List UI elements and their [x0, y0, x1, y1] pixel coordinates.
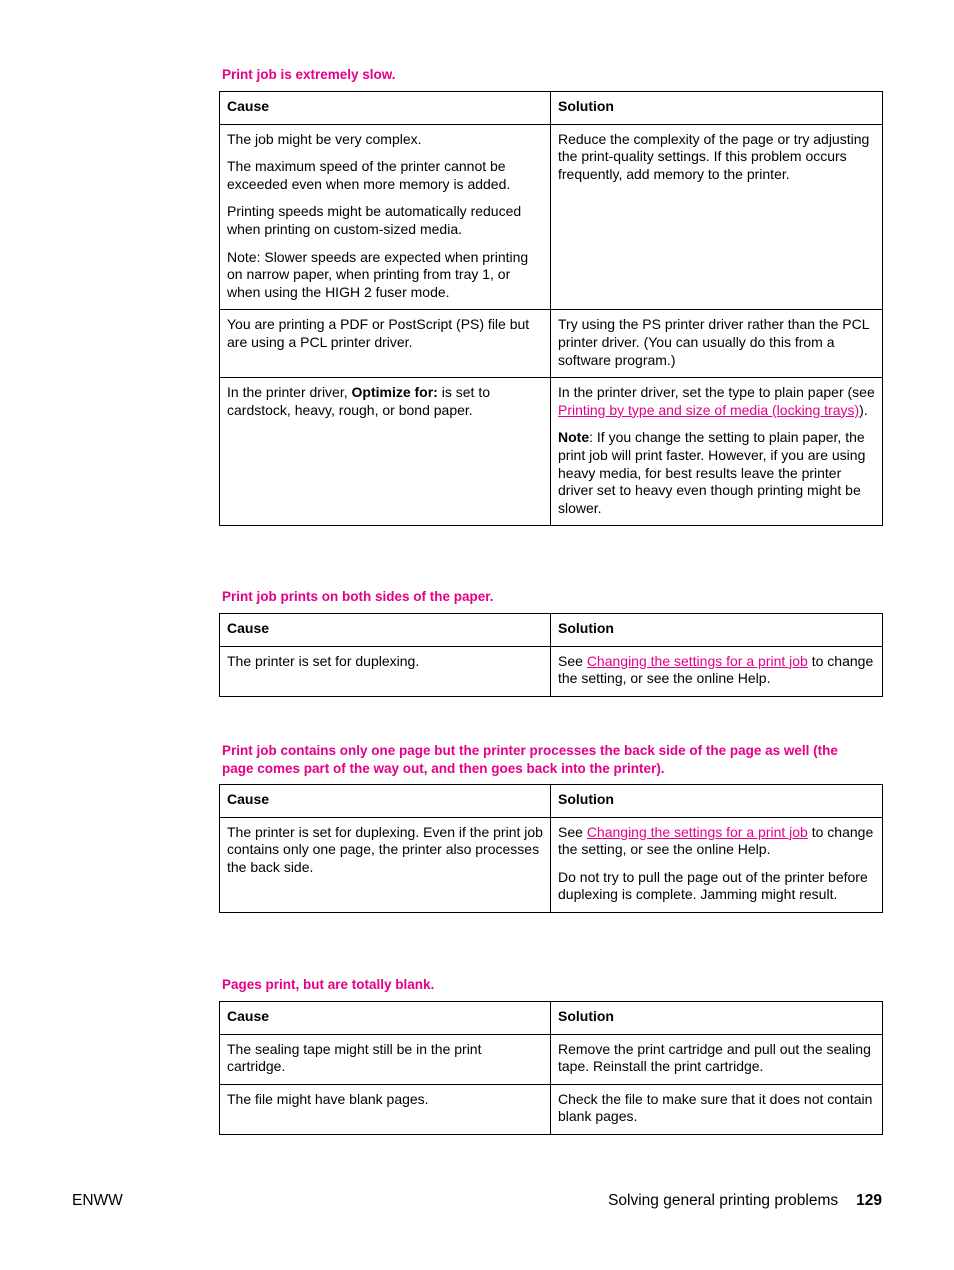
note-text — [558, 429, 875, 517]
solution-text: Check the file to make sure that it does not contain blank pages. — [558, 1090, 873, 1125]
column-header-cause: Cause — [220, 1002, 551, 1035]
column-header-cause: Cause — [220, 614, 551, 647]
cause-text: The printer is set for duplexing. Even if the print job contains only one page, the printer also processes the back side. — [227, 823, 543, 875]
solution-text: Do not try to pull the page out of the printer before duplexing is complete. Jamming might result. — [558, 868, 868, 903]
table-header-row — [220, 92, 883, 125]
solution-text: Try using the PS printer driver rather than the PCL printer driver. (You can usually do this from a software program.) — [558, 316, 869, 368]
solution-text-post: ). — [859, 401, 868, 418]
cause-cell — [220, 1084, 551, 1134]
cause-cell — [220, 310, 551, 378]
solution-text-pre: In the printer driver, set the type to plain paper (see — [558, 384, 875, 401]
cause-text-pre: In the printer driver, — [227, 384, 352, 401]
cause-text: The sealing tape might still be in the print cartridge. — [227, 1040, 482, 1075]
section-heading-blank-pages: Pages print, but are totally blank. — [222, 977, 435, 992]
column-header-solution: Solution — [551, 614, 883, 647]
cause-text: Note: Slower speeds are expected when printing on narrow paper, when printing from tray 1, or when using the HIGH 2 fuser mode. — [227, 248, 529, 300]
table-row — [220, 124, 883, 310]
column-header-cause: Cause — [220, 92, 551, 125]
slow-print-table — [219, 91, 883, 526]
blank-pages-table — [219, 1001, 883, 1135]
solution-cell — [551, 817, 883, 912]
solution-text-post: to change the setting, or see the online Help. — [558, 652, 874, 687]
cause-text: The job might be very complex. — [227, 130, 422, 147]
printing-by-type-link[interactable]: Printing by type and size of media (locking trays) — [558, 401, 860, 418]
footer-section — [608, 1192, 882, 1210]
solution-cell — [551, 124, 883, 310]
solution-cell — [551, 378, 883, 526]
table-row — [220, 817, 883, 912]
solution-text — [558, 824, 875, 859]
section-heading-both-sides: Print job prints on both sides of the paper. — [222, 589, 494, 604]
column-header-solution: Solution — [551, 92, 883, 125]
table-row — [220, 1084, 883, 1134]
solution-text — [558, 653, 875, 688]
cause-cell — [220, 124, 551, 310]
table-header-row — [220, 785, 883, 818]
column-header-cause: Cause — [220, 785, 551, 818]
cause-text: Printing speeds might be automatically reduced when printing on custom-sized media. — [227, 203, 522, 237]
section-heading-slow: Print job is extremely slow. — [222, 67, 396, 82]
cause-cell — [220, 817, 551, 912]
cause-text: The file might have blank pages. — [227, 1090, 429, 1107]
solution-cell — [551, 1034, 883, 1084]
table-row — [220, 310, 883, 378]
one-page-table — [219, 784, 883, 913]
footer-section-title: Solving general printing problems — [608, 1192, 839, 1209]
optimize-for-label: Optimize for: — [351, 384, 438, 401]
solution-cell — [551, 646, 883, 696]
solution-text: Remove the print cartridge and pull out the sealing tape. Reinstall the print cartridge. — [558, 1040, 871, 1075]
cause-cell — [220, 646, 551, 696]
section-heading-one-page: Print job contains only one page but the printer processes the back side of the page as well (the page comes part of the way out, and then goes back into the printer). — [222, 743, 838, 776]
table-row — [220, 378, 883, 526]
changing-settings-link[interactable]: Changing the settings for a print job — [586, 652, 808, 669]
footer-label: ENWW — [72, 1192, 123, 1209]
page-number: 129 — [856, 1192, 882, 1209]
solution-cell — [551, 310, 883, 378]
solution-cell — [551, 1084, 883, 1134]
note-body: : If you change the setting to plain paper, the print job will print faster. However, if you are using heavy media, for best results leave the printer driver set to heavy even though printing might be slower. — [558, 429, 866, 516]
solution-text — [558, 384, 875, 419]
cause-text: The maximum speed of the printer cannot be exceeded even when more memory is added. — [227, 158, 511, 192]
cause-text: You are printing a PDF or PostScript (PS) file but are using a PCL printer driver. — [227, 316, 530, 350]
table-row — [220, 1034, 883, 1084]
table-row — [220, 646, 883, 696]
solution-text: Reduce the complexity of the page or try adjusting the print-quality settings. If this problem occurs frequently, add memory to the printer. — [558, 130, 870, 182]
solution-text-post: to change the setting, or see the online Help. — [558, 823, 874, 858]
cause-text: The printer is set for duplexing. — [227, 652, 420, 669]
column-header-solution: Solution — [551, 1002, 883, 1035]
changing-settings-link[interactable]: Changing the settings for a print job — [586, 823, 808, 840]
both-sides-table — [219, 613, 883, 697]
solution-text-pre: See — [558, 823, 587, 840]
solution-text-pre: See — [558, 652, 587, 669]
cause-text — [227, 384, 543, 419]
cause-cell — [220, 378, 551, 526]
table-header-row — [220, 1002, 883, 1035]
table-header-row — [220, 614, 883, 647]
cause-cell — [220, 1034, 551, 1084]
note-label: Note — [558, 429, 590, 446]
cause-text-post: is set to cardstock, heavy, rough, or bond paper. — [227, 384, 490, 418]
column-header-solution: Solution — [551, 785, 883, 818]
